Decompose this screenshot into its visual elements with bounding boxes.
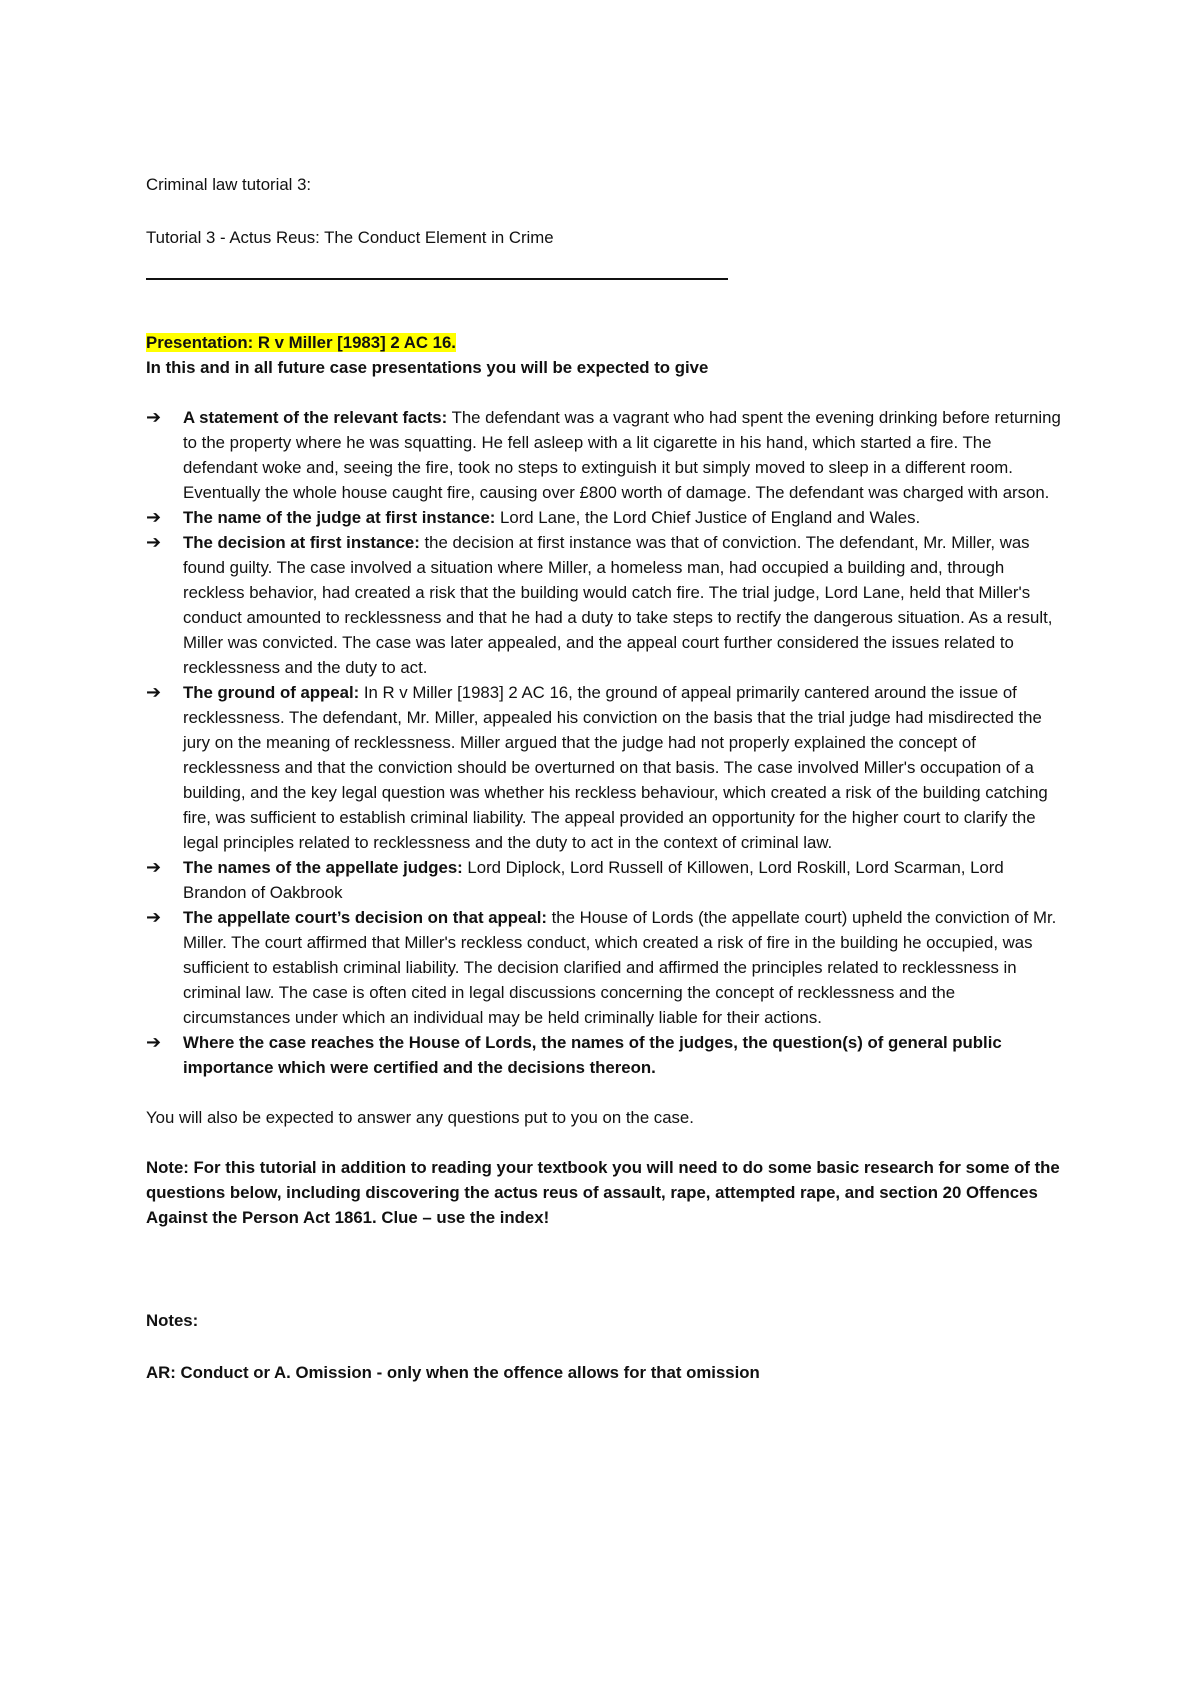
research-note: Note: For this tutorial in addition to reading your textbook you will need to do some basic research for some of the questions below, including discovering the actus reus of assault, rape, attempted rape, and section 20 Offences Against the Person Act 1861. Clue – use the index! <box>146 1158 1060 1227</box>
bullet-text: The defendant was a vagrant who had spent the evening drinking before returning to the property where he was squatting. He fell asleep with a lit cigarette in his hand, which started a fire. The defendant woke and, seeing the fire, took no steps to extinguish it but simply moved to sleep in a different room. Eventually the whole house caught fire, causing over £800 worth of damage. The defendant was charged with arson. <box>183 408 1061 502</box>
bullet-item <box>146 530 1066 680</box>
bullet-label: A statement of the relevant facts: <box>183 408 448 427</box>
right-arrow-icon: ➔ <box>146 907 162 928</box>
right-arrow-icon: ➔ <box>146 1032 162 1053</box>
bullet-label: The names of the appellate judges: <box>183 858 463 877</box>
document-subtitle: Tutorial 3 - Actus Reus: The Conduct Element in Crime <box>146 228 554 247</box>
bullet-label: The name of the judge at first instance: <box>183 508 496 527</box>
bullet-item <box>146 855 1066 905</box>
right-arrow-icon: ➔ <box>146 507 162 528</box>
bullet-text: In R v Miller [1983] 2 AC 16, the ground of appeal primarily cantered around the issue of recklessness. The defendant, Mr. Miller, appealed his conviction on the basis that the trial judge had misdirected the jury on the meaning of recklessness. Miller argued that the judge had not properly explained the concept of recklessness and that the conviction should be overturned on that basis. The case involved Miller's occupation of a building, and the key legal question was whether his reckless behaviour, which created a risk of the building catching fire, was sufficient to establish criminal liability. The appeal provided an opportunity for the higher court to clarify the legal principles related to recklessness and the duty to act in the context of criminal law. <box>183 683 1048 852</box>
right-arrow-icon: ➔ <box>146 532 162 553</box>
bullet-label: The decision at first instance: <box>183 533 420 552</box>
bullet-item <box>146 405 1066 505</box>
document-page <box>146 172 1066 1385</box>
bullet-text: the decision at first instance was that of conviction. The defendant, Mr. Miller, was found guilty. The case involved a situation where Miller, a homeless man, had occupied a building and, through reckless behavior, had created a risk that the building would catch fire. The trial judge, Lord Lane, held that Miller's conduct amounted to recklessness and that he had a duty to take steps to rectify the dangerous situation. As a result, Miller was convicted. The case was later appealed, and the appeal court further considered the issues related to recklessness and the duty to act. <box>183 533 1053 677</box>
bullet-item <box>146 905 1066 1030</box>
intro-text: In this and in all future case presentations you will be expected to give <box>146 358 709 377</box>
ar-note: AR: Conduct or A. Omission - only when the offence allows for that omission <box>146 1363 760 1382</box>
bullet-label: The appellate court’s decision on that appeal: <box>183 908 547 927</box>
right-arrow-icon: ➔ <box>146 857 162 878</box>
bullet-label: Where the case reaches the House of Lords, the names of the judges, the question(s) of general public importance which were certified and the decisions thereon. <box>183 1033 1002 1077</box>
presentation-heading <box>146 330 1066 355</box>
right-arrow-icon: ➔ <box>146 407 162 428</box>
bullet-item <box>146 1030 1066 1080</box>
bullet-text: Lord Diplock, Lord Russell of Killowen, Lord Roskill, Lord Scarman, Lord Brandon of Oakbrook <box>183 858 1004 902</box>
bullet-text: Lord Lane, the Lord Chief Justice of England and Wales. <box>495 508 921 527</box>
bullet-text: the House of Lords (the appellate court) upheld the conviction of Mr. Miller. The court affirmed that Miller's reckless conduct, which created a risk of fire in the building he occupied, was sufficient to establish criminal liability. The decision clarified and affirmed the principles related to recklessness in criminal law. The case is often cited in legal discussions concerning the concept of recklessness and the circumstances under which an individual may be held criminally liable for their actions. <box>183 908 1057 1027</box>
horizontal-rule <box>146 278 728 280</box>
bullet-item <box>146 680 1066 855</box>
document-title: Criminal law tutorial 3: <box>146 175 312 194</box>
bullet-item <box>146 505 1066 530</box>
bullet-list <box>146 405 1066 1080</box>
bullet-label: The ground of appeal: <box>183 683 360 702</box>
right-arrow-icon: ➔ <box>146 682 162 703</box>
closing-text: You will also be expected to answer any questions put to you on the case. <box>146 1108 694 1127</box>
highlighted-case-citation: Presentation: R v Miller [1983] 2 AC 16. <box>146 333 456 352</box>
notes-heading: Notes: <box>146 1311 199 1330</box>
